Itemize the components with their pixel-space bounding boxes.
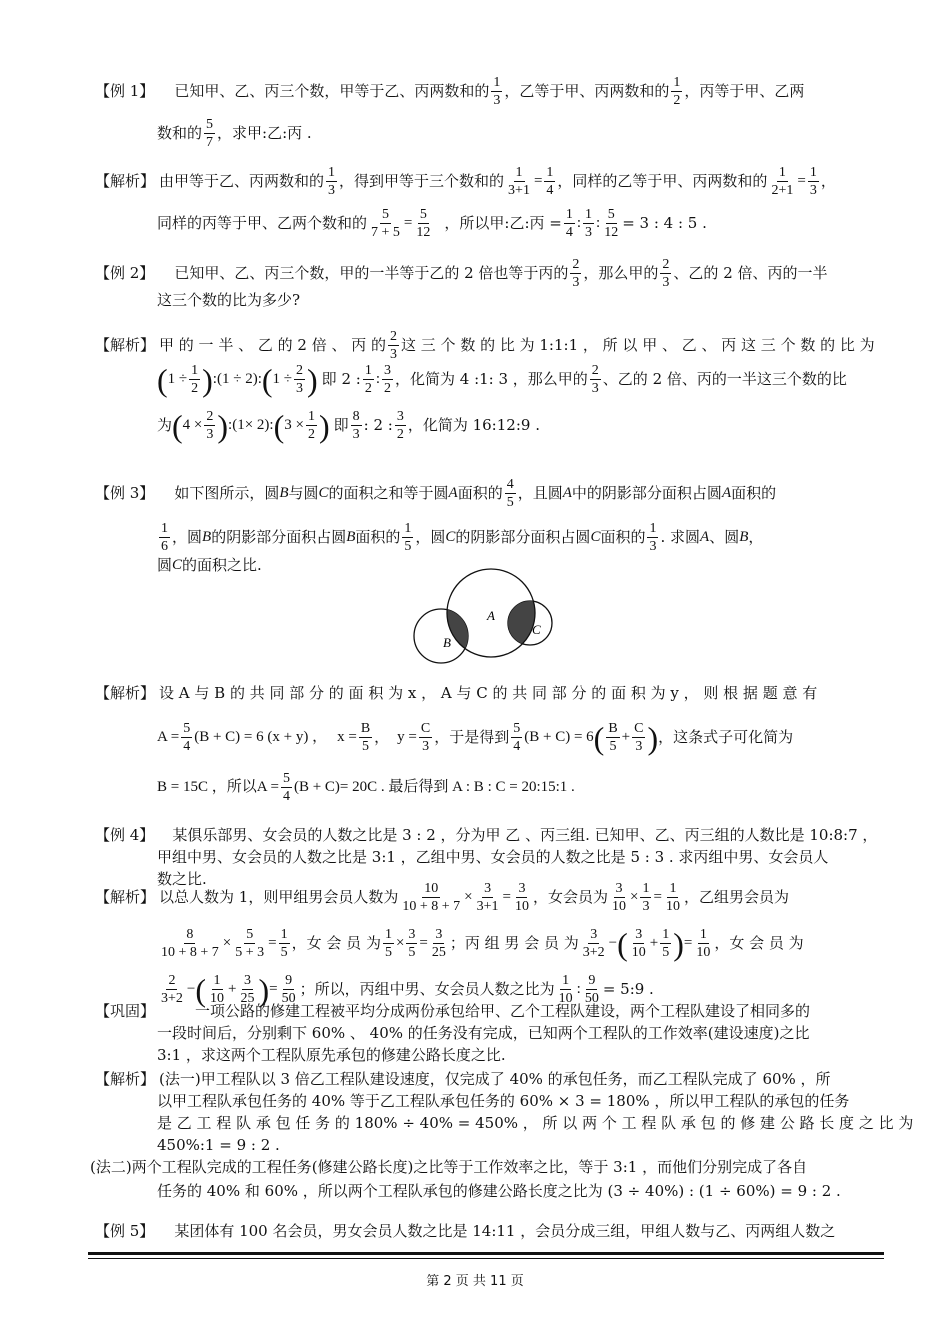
text: 面积的 [600,528,646,546]
text: 这三个数的比为多少? [157,291,301,309]
text: 3:1 ，求这两个工程队原先承包的修建公路长度之比. [157,1046,506,1064]
fraction: 1 3 [328,165,336,198]
fraction: $\frac{1}{3}$ [809,165,817,198]
fraction: 1 10 [558,973,573,1006]
fraction: $\frac{1}{10}$ [665,881,680,914]
consolidation-tag: 【巩固】 [95,1002,156,1020]
example-tag: 【例 4】 [95,826,155,844]
text: ，丙等于甲、乙两 [684,82,805,100]
text: ，化简为 16:12:9 . [407,416,540,434]
fraction: $\frac{3}{25}$ [431,927,446,960]
var-c: C [172,557,183,573]
fraction: $\frac{5}{4}$ [282,771,290,804]
text: (B + C) = 6 (x + y) ， [194,729,328,745]
fraction: 5 7 [206,117,214,150]
fraction: $\frac{5}{5 + 3}$ [235,927,265,960]
text: × [464,889,473,905]
text: 1 ÷ [167,371,188,387]
example-tag: 【例 3】 [95,484,155,502]
text: 以总人数为 1，则甲组男会员人数为 [159,888,399,906]
text: = [797,173,806,189]
text: (B + C) = 6 [524,729,594,745]
text: = [502,889,511,905]
solution-tag: 【解析】 [95,336,156,354]
fraction: $\frac{1}{2}$ [307,409,315,442]
text: + [228,981,237,997]
text: 数之比. [157,870,207,888]
label-c: C [532,622,541,637]
text: 以甲工程队承包任务的 40% 等于乙工程队承包任务的 60% × 3 = 180% ，所以甲工程队的承包的任务 [157,1092,850,1110]
fraction: $\frac{1}{5}$ [384,927,392,960]
text: = [653,889,662,905]
fraction: $\frac{9}{50}$ [584,973,599,1006]
var-c: C [445,529,456,545]
text: ，同样的乙等于甲、丙两数和的 [557,172,768,190]
text: 甲组中男、女会员的人数之比是 3:1 ，乙组中男、女会员的人数之比是 5 : 3 . 求丙组中男、女会员人 [157,848,829,866]
fraction: $\frac{1}{5}$ [280,927,288,960]
fraction: 8 3 [352,409,360,442]
fraction: $\frac{1}{5}$ [662,927,670,960]
footer-rule-thin [88,1258,884,1259]
fraction: $\frac{2}{3}$ [206,409,214,442]
text: × [630,889,639,905]
text: 设 A 与 B 的 共 同 部 分 的 面 积 为 x ， A 与 C 的 共 同 部 分 的 面 积 为 y ， 则 根 据 题 意 有 [159,684,818,702]
circles-figure [405,566,565,666]
fraction: B 5 [608,721,618,754]
text: : [576,215,582,231]
text: 为 [157,416,173,434]
fraction: $\frac{5}{7 + 5}$ [371,207,400,240]
footer-rule [88,1252,884,1255]
fraction: 1 3 [585,207,593,240]
fraction: $\frac{C}{3}$ [420,721,431,754]
text: A = [157,729,180,745]
solution-tag: 【解析】 [95,684,156,702]
text: = [683,935,693,951]
text: 同样的丙等于甲、乙两个数和的 [157,214,368,232]
text: = [419,935,428,951]
var-a: A [721,485,732,501]
text: ， [374,728,390,746]
fraction: 1 2 [364,363,372,396]
text: ，这条式子可化简为 [658,728,794,746]
text: 由甲等于乙、丙两数和的 [159,172,325,190]
example-tag: 【例 5】 [95,1222,155,1240]
text: B = 15C ，所以 [157,779,257,795]
text: ；所以，丙组中男、女会员人数之比为 [299,980,555,998]
fraction: $\frac{5}{4}$ [183,721,191,754]
fraction: 3 3+2 [582,927,605,960]
fraction: 2 3 [662,257,670,290]
text: 面积的 [355,528,401,546]
text: (B + C) [293,779,340,795]
text: 任务的 40% 和 60% ，所以两个工程队承包的修建公路长度之比为 (3 ÷ 40%) : (1 ÷ 60%) = 9 : 2 . [157,1182,841,1200]
text: : [596,215,601,231]
text: : 2 : [363,416,393,434]
fraction: 5 4 [513,721,521,754]
fraction: 3 2 [396,409,404,442]
text: : [212,371,217,387]
fraction: 1 3 [493,75,501,108]
fraction: $\frac{1}{2}$ [191,363,199,396]
text: : [228,417,233,433]
text: 这 三 个 数 的 比 为 1:1:1 ， 所 以 甲 、 乙 、 丙 这 三 个 数 的 比 为 [401,336,875,354]
text: A = [256,779,279,795]
var-a: A [700,529,710,545]
text: x = [337,729,357,745]
text: 某俱乐部男、女会员的人数之比是 3 : 2 ，分为甲 乙 、丙三组. 已知甲、乙、丙三组的人数比是 10:8:7 ， [172,826,878,844]
fraction: $\frac{3}{5}$ [408,927,416,960]
text: ， [748,528,764,546]
fraction: $\frac{3}{10}$ [514,881,529,914]
text: 1 ÷ [272,371,293,387]
text: 中的阴影部分面积占圆 [571,484,722,502]
text: − [608,935,618,951]
text: 即 2 : [321,370,361,388]
fraction: $\frac{3}{10}$ [612,881,626,914]
text: ，女 会 员 为 [714,934,804,952]
text: ，乙等于甲、丙两数和的 [504,82,670,100]
example-tag: 【例 2】 [95,264,155,282]
text: : [269,417,274,433]
fraction: 1 5 [404,521,412,554]
text: 如下图所示，圆 [174,484,280,502]
text: y = [397,729,417,745]
fraction: $\frac{1}{3}$ [642,881,650,914]
text: 3 × [284,417,304,433]
text: = [403,215,413,231]
page-number: 第 2 页 共 11 页 [426,1274,524,1289]
text: = [533,173,543,189]
text: (1× 2) [232,417,270,433]
solution-tag: 【解析】 [95,888,156,906]
fraction: $\frac{5}{12}$ [416,207,431,240]
fraction: 1 6 [161,521,168,554]
text: ，圆 [172,528,203,546]
fraction: $\frac{B}{5}$ [360,721,371,754]
text: 一段时间后，分别剩下 60% 、 40% 的任务没有完成，已知两个工程队的工作效率(建设速度)之比 [157,1024,810,1042]
label-b: B [443,635,451,650]
text: : [576,981,581,997]
var-b: B [279,485,289,501]
label-a: A [487,608,495,623]
fraction: 2 3 [591,363,599,396]
text: ，那么甲的 [583,264,659,282]
fraction: 1 10 [210,973,225,1006]
fraction: 1 2 [673,75,681,108]
text: ，乙组男会员为 [683,888,789,906]
text: × [395,935,405,951]
var-c: C [590,529,601,545]
text: 甲 的 一 半 、 乙 的 2 倍 、 丙 的 [159,336,387,354]
text: ，得到甲等于三个数和的 [339,172,505,190]
text: = 3 : 4 : 5 . [622,214,707,232]
var-b: B [202,529,212,545]
text: 某团体有 100 名会员，男女会员人数之比是 14:11 ，会员分成三组，甲组人数与乙、丙两组人数之 [174,1222,836,1240]
fraction: $\frac{1}{4}$ [546,165,554,198]
solution-tag: 【解析】 [95,172,156,190]
text: (法一)甲工程队以 3 倍乙工程队建设速度，仅完成了 40% 的承包任务，而乙工程队完成了 60% ，所 [159,1070,831,1088]
text: 、乙的 2 倍、丙的一半这三个数的比 [602,370,847,388]
text: = 20C . 最后得到 A : B : C = 20:15:1 . [339,779,575,795]
text: ，且圆 [517,484,563,502]
document-page: 【例 1】 已知甲、乙、丙三个数，甲等于乙、丙两数和的 1 3 ，乙等于甲、丙两数和的 1 2 ，丙等于甲、乙两 数和的 5 7 ，求甲:乙:丙 . 【解析】 由甲等于乙、丙两数和的 1 3 ，得到甲等于三个数和的 $\frac{1}{3+1}$ = $\frac{1}{4}$ ，同样的乙等于甲、丙两数和的 $\frac{1}{2+1}$ = $\frac{1}{3}$ ， 同样的丙等于甲、乙两个数和的 $\frac{5}{7 + 5}$ = $\frac{5}{12}$ ，所以甲:乙:丙 = $\frac{1}{4}$ : 1 3 : $\frac{5}{12}$ = 3 : 4 : 5 . 【例 2】 已知甲、乙、丙三个数，甲的一半等于乙的 2 倍也等于丙的 2 3 ，那么甲的 2 3 、乙的 2 倍、丙的一半 这三个数的比为多少? 【解析】 甲 的 一 半 、 乙 的 2 倍 、 丙 的 2 3 这 三 个 数 的 比 为 1:1:1 ， 所 以 甲 、 乙 、 丙 这 三 个 数 的 比 为 ( 1 ÷ $\frac{1}{2}$ ) : (1 ÷ 2) : ( 1 ÷ $\frac{2}{3}$ ) 即 2 : 1 2 : 3 2 ，化简为 4 :1: 3 ，那么甲的 2 3 、乙的 2 倍、丙的一半这三个数的比 为 ( 4 × $\frac{2}{3}$ ) : (1× 2) : ( 3 × $\frac{1}{2}$ ) 即 8 3 : 2 : 3 2 ，化简为 16:12:9 . 【例 3】 如下图所示，圆 B 与圆 C 的面积之和等于圆 A 面积的 4 5 ，且圆 A 中的阴影部分面积占圆 A 面积的 1 6 ，圆 B 的阴影部分面积占圆 B 面积的 1 5 ，圆 C 的阴影部分面积占圆 C 面积的 1 3 . 求圆 A 、圆 B ， 圆 C 的面积之比. A B C 【解析】 设 A 与 B 的 共 同 部 分 的 面 积 为 x ， A 与 C 的 共 同 部 分 的 面 积 为 y ， 则 根 据 题 意 有 A = $\frac{5}{4}$ (B + C) = 6 (x + y) ， x = $\frac{B}{5}$ ， y = $\frac{C}{3}$ ，于是得到 5 4 (B + C) = 6 ( B 5 + $\frac{C}{3}$ ) ，这条式子可化简为 B = 15C ，所以 A = $\frac{5}{4}$ (B + C) = 20C . 最后得到 A : B : C = 20:15:1 . 【例 4】 某俱乐部男、女会员的人数之比是 3 : 2 ，分为甲 乙 、丙三组. 已知甲、乙、丙三组的人数比是 10:8:7 ， 甲组中男、女会员的人数之比是 3:1 ，乙组中男、女会员的人数之比是 5 : 3 . 求丙组中男、女会员人 数之比. 【解析】 以总人数为 1，则甲组男会员人数为 $\frac{10}{10 + 8 + 7}$ × $\frac{3}{3+1}$ = $\frac{3}{10}$ ，女会员为 $\frac{3}{10}$ × $\frac{1}{3}$ = $\frac{1}{10}$ ，乙组男会员为 $\frac{8}{10 + 8 + 7}$ × $\frac{5}{5 + 3}$ = $\frac{1}{5}$ ，女 会 员 为 $\frac{1}{5}$ × $\frac{3}{5}$ = $\frac{3}{25}$ ；丙 组 男 会 员 为 3 3+2 − ( 3 10 + $\frac{1}{5}$ ) = $\frac{1}{10}$ ，女 会 员 为 2 3+2 − ( 1 10 + $\frac{3}{25}$ ) = $\frac{9}{50}$ ；所以，丙组中男、女会员人数之比为 1 10 : $\frac{9}{50}$ = 5:9 . 【巩固】 一项公路的修建工程被平均分成两份承包给甲、乙个工程队建设，两个工程队建设了相同多的 一段时间后，分别剩下 60% 、 40% 的任务没有完成，已知两个工程队的工作效率(建设速度)之比 3:1 ，求这两个工程队原先承包的修建公路长度之比. 【解析】 (法一)甲工程队以 3 倍乙工程队建设速度，仅完成了 40% 的承包任务，而乙工程队完成了 60% ，所 以甲工程队承包任务的 40% 等于乙工程队承包任务的 60% × 3 = 180% ，所以甲工程队的承包的任务 是 乙 工 程 队 承 包 任 务 的 180% ÷ 40% = 450% ， 所 以 两 个 工 程 队 承 包 的 修 建 公 路 长 度 之 比 为 450%:1 = 9 : 2 . (法二)两个工程队完成的工程任务(修建公路长度)之比等于工作效率之比，等于 3:1 ，而他们分别完成了各自 任务的 40% 和 60% ，所以两个工程队承包的修建公路长度之比为 (3 ÷ 40%) : (1 ÷ 60%) = 9 : 2 . 【例 5】 某团体有 100 名会员，男女会员人数之比是 14:11 ，会员分成三组，甲组人数与乙、丙两组人数之 第 2 页 共 11 页 [0,0,950,1344]
text: × [222,935,232,951]
text: 的面积之比. [182,556,262,574]
text: ；丙 组 男 会 员 为 [449,934,579,952]
text: 数和的 [157,124,203,142]
text: ，所以甲:乙:丙 = [444,214,562,232]
text: = [269,981,278,997]
text: − [186,981,196,997]
text: 的阴影部分面积占圆 [211,528,347,546]
fraction: 4 5 [506,477,514,510]
text: 面积的 [457,484,503,502]
fraction: $\frac{3}{25}$ [240,973,255,1006]
var-c: C [318,485,329,501]
text: ，圆 [415,528,446,546]
text: + [621,729,631,745]
var-a: A [562,485,572,501]
text: 与圆 [288,484,319,502]
text: 4 × [182,417,203,433]
text: 的阴影部分面积占圆 [455,528,591,546]
text: ，女 会 员 为 [291,934,381,952]
var-a: A [448,485,458,501]
text: . 求圆 [660,528,701,546]
fraction: 2 3+2 [161,973,183,1006]
fraction: $\frac{C}{3}$ [634,721,644,754]
text: ，于是得到 [434,728,510,746]
text: (1 ÷ 2) [216,371,258,387]
solution-tag: 【解析】 [95,1070,156,1088]
fraction: $\frac{5}{12}$ [604,207,619,240]
text: ，化简为 4 :1: 3 ，那么甲的 [394,370,588,388]
text: = 5:9 . [602,980,654,998]
text: ，女会员为 [532,888,608,906]
fraction: $\frac{10}{10 + 8 + 7}$ [402,881,461,914]
fraction: $\frac{8}{10 + 8 + 7}$ [161,927,219,960]
fraction: $\frac{2}{3}$ [296,363,304,396]
text: 、圆 [709,528,740,546]
text: 一项公路的修建工程被平均分成两份承包给甲、乙个工程队建设，两个工程队建设了相同多的 [195,1002,811,1020]
text: : [375,371,380,387]
example-tag: 【例 1】 [95,82,155,100]
fraction: 3 2 [383,363,391,396]
var-b: B [739,529,749,545]
fraction: 2 3 [390,329,398,362]
text: 、乙的 2 倍、丙的一半 [673,264,828,282]
text: = [268,935,277,951]
text: 已知甲、乙、丙三个数，甲等于乙、丙两数和的 [174,82,490,100]
fraction: 3 10 [631,927,646,960]
text: + [649,935,659,951]
text: 450%:1 = 9 : 2 . [157,1136,280,1154]
text: 即 [333,416,349,434]
text: ， [820,172,836,190]
fraction: $\frac{1}{4}$ [565,207,573,240]
text: 面积的 [731,484,777,502]
fraction: $\frac{1}{2+1}$ [771,165,794,198]
text: (法二)两个工程队完成的工程任务(修建公路长度)之比等于工作效率之比，等于 3:1 ，而他们分别完成了各自 [90,1158,808,1176]
fraction: $\frac{1}{10}$ [696,927,711,960]
text: 的面积之和等于圆 [328,484,449,502]
text: 圆 [157,556,173,574]
fraction: 1 3 [649,521,657,554]
fraction: $\frac{3}{3+1}$ [476,881,499,914]
text: 已知甲、乙、丙三个数，甲的一半等于乙的 2 倍也等于丙的 [174,264,569,282]
fraction: $\frac{9}{50}$ [281,973,296,1006]
fraction: 2 3 [572,257,580,290]
text: ，求甲:乙:丙 . [217,124,312,142]
var-b: B [346,529,356,545]
text: : [257,371,262,387]
fraction: $\frac{1}{3+1}$ [508,165,530,198]
text: 是 乙 工 程 队 承 包 任 务 的 180% ÷ 40% = 450% ， 所 以 两 个 工 程 队 承 包 的 修 建 公 路 长 度 之 比 为 [157,1114,914,1132]
